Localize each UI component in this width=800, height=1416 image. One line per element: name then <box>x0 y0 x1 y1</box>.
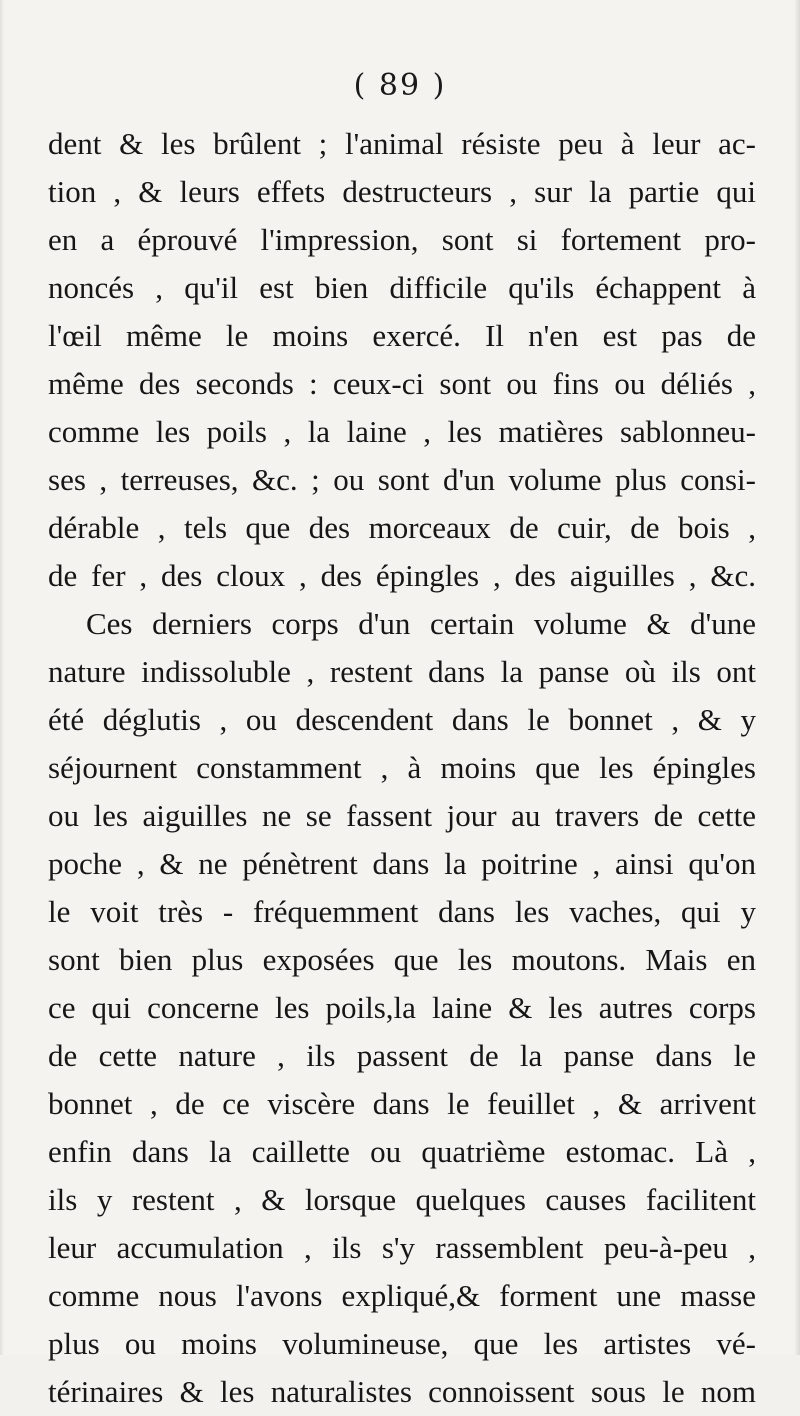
text-line: nature indissoluble , restent dans la panse où ils ont <box>48 654 756 689</box>
text-line: séjournent constamment , à moins que les épingles <box>48 750 756 785</box>
text-line: le voit très - fréquemment dans les vaches, qui y <box>48 894 756 929</box>
page-number: ( 89 ) <box>353 68 447 103</box>
text-line: en a éprouvé l'impression, sont si fortement pro- <box>48 222 756 257</box>
text-line: l'œil même le moins exercé. Il n'en est pas de <box>48 318 756 353</box>
text-line: même des seconds : ceux-ci sont ou fins ou déliés , <box>48 366 756 401</box>
text-line: ses , terreuses, &c. ; ou sont d'un volume plus consi- <box>48 462 756 497</box>
text-line: dérable , tels que des morceaux de cuir, de bois , <box>48 510 756 545</box>
text-line: de cette nature , ils passent de la panse dans le <box>48 1038 756 1073</box>
text-line: comme les poils , la laine , les matières sablonneu- <box>48 414 756 449</box>
text-line: tion , & leurs effets destructeurs , sur la partie qui <box>48 174 756 209</box>
text-line: comme nous l'avons expliqué,& forment une masse <box>48 1278 756 1313</box>
text-line: dent & les brûlent ; l'animal résiste peu à leur ac- <box>48 126 756 161</box>
text-line: enfin dans la caillette ou quatrième estomac. Là , <box>48 1134 756 1169</box>
text-line: ou les aiguilles ne se fassent jour au travers de cette <box>48 798 756 833</box>
body-text <box>48 120 756 1416</box>
text-line: poche , & ne pénètrent dans la poitrine , ainsi qu'on <box>48 846 756 881</box>
text-line: noncés , qu'il est bien difficile qu'ils échappent à <box>48 270 756 305</box>
text-line: ce qui concerne les poils,la laine & les autres corps <box>48 990 756 1025</box>
text-line: été déglutis , ou descendent dans le bonnet , & y <box>48 702 756 737</box>
text-line: leur accumulation , ils s'y rassemblent peu-à-peu , <box>48 1230 756 1265</box>
page-edge-right <box>794 0 800 1355</box>
paragraph-start-line: Ces derniers corps d'un certain volume & d'une <box>86 606 756 641</box>
text-line: ils y restent , & lorsque quelques causes facilitent <box>48 1182 756 1217</box>
text-line: plus ou moins volumineuse, que les artistes vé- <box>48 1326 756 1361</box>
page-edge-left <box>0 0 4 1355</box>
text-line: de fer , des cloux , des épingles , des aiguilles , &c. <box>48 558 756 593</box>
text-line: térinaires & les naturalistes connoissent sous le nom <box>48 1374 756 1409</box>
text-line: sont bien plus exposées que les moutons. Mais en <box>48 942 756 977</box>
text-line: bonnet , de ce viscère dans le feuillet , & arrivent <box>48 1086 756 1121</box>
